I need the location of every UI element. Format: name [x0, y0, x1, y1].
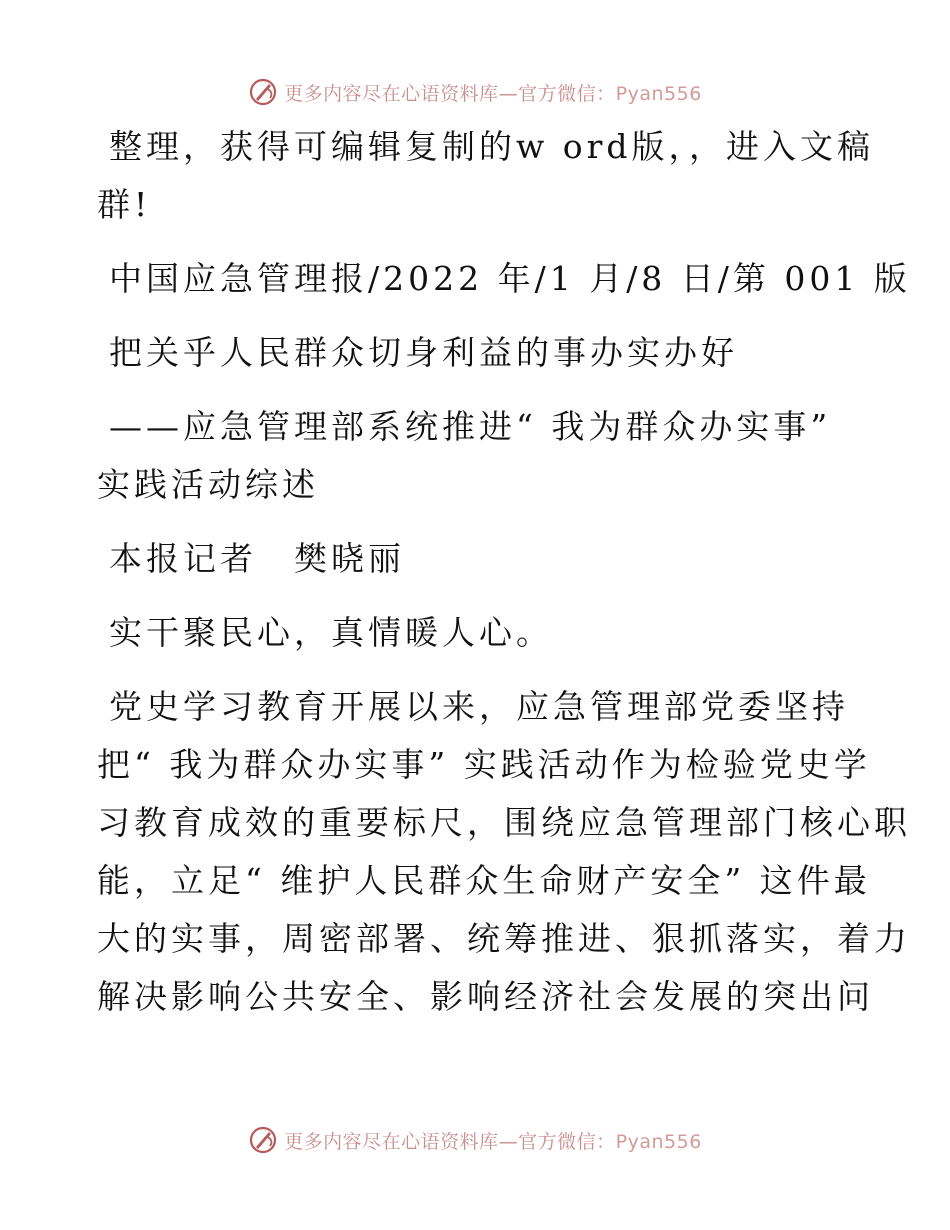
- watermark-wechat-id: Pyan556: [615, 1130, 702, 1153]
- footer-watermark: [0, 1120, 950, 1160]
- body-line: 大的实事，周密部署、统筹推进、狠抓落实，着力: [97, 919, 911, 958]
- body-line: 能，立足“ 维护人民群众生命财产安全” 这件最: [97, 861, 871, 900]
- article-subtitle: ——应急管理部系统推进“ 我为群众办实事”: [109, 407, 832, 446]
- byline: 本报记者 樊晓丽: [109, 539, 405, 578]
- source-line: 中国应急管理报/2022 年/1 月/8 日/第 001 版: [109, 259, 911, 298]
- watermark-text: 更多内容尽在心语资料库—官方微信：Pyan556: [284, 1130, 702, 1153]
- body-line: 整理，获得可编辑复制的w ord版，，进入文稿: [109, 127, 875, 166]
- lead-sentence: 实干聚民心，真情暖人心。: [109, 613, 553, 652]
- watermark-wechat-id: Pyan556: [615, 82, 702, 105]
- body-line: 把“ 我为群众办实事” 实践活动作为检验党史学: [97, 745, 871, 784]
- body-line: 群!: [97, 185, 152, 224]
- body-line: 习教育成效的重要标尺，围绕应急管理部门核心职: [97, 803, 911, 842]
- article-subtitle-cont: 实践活动综述: [97, 465, 319, 504]
- article-title: 把关乎人民群众切身利益的事办实办好: [109, 333, 738, 372]
- quill-logo-icon: [248, 1125, 278, 1155]
- body-line: 党史学习教育开展以来，应急管理部党委坚持: [109, 687, 849, 726]
- document-body: [97, 118, 911, 1026]
- header-watermark: [0, 72, 950, 112]
- body-line: 解决影响公共安全、影响经济社会发展的突出问: [97, 977, 874, 1016]
- quill-logo-icon: [248, 77, 278, 107]
- watermark-text: 更多内容尽在心语资料库—官方微信：Pyan556: [284, 82, 702, 105]
